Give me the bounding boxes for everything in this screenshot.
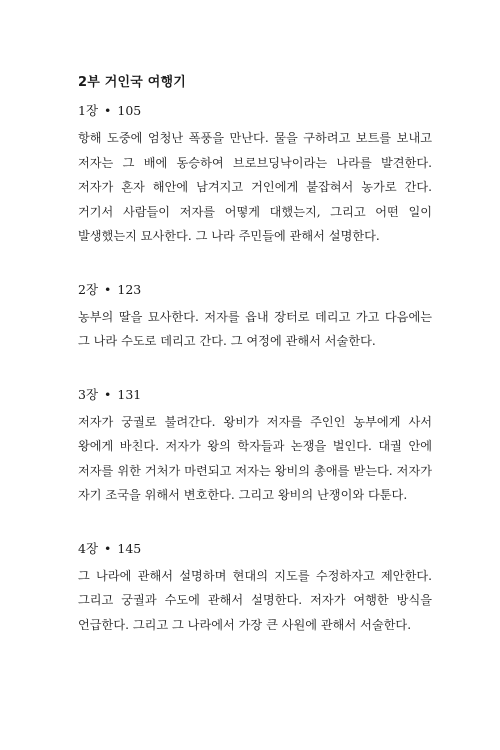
chapter-heading <box>78 102 432 119</box>
chapter-heading <box>78 386 432 403</box>
chapter-summary: 농부의 딸을 묘사한다. 저자를 읍내 장터로 데리고 가고 다음에는 그 나라 수도로 데리고 간다. 그 여정에 관해서 서술한다. <box>78 309 432 348</box>
chapter-bullet: • <box>104 103 112 118</box>
chapter-heading <box>78 281 432 298</box>
chapter-label: 2장 <box>78 281 99 297</box>
chapter-section-4 <box>78 540 432 638</box>
chapter-bullet: • <box>104 540 112 556</box>
document-page <box>78 74 432 669</box>
chapter-page-number: 123 <box>117 281 142 297</box>
chapter-bullet: • <box>104 281 112 297</box>
part-title: 2부 거인국 여행기 <box>78 75 187 90</box>
chapter-heading <box>78 540 432 557</box>
chapter-section-1 <box>78 102 432 249</box>
chapter-page-number: 105 <box>117 103 142 118</box>
chapter-bullet: • <box>104 386 112 402</box>
chapter-summary: 항해 도중에 엄청난 폭풍을 만난다. 물을 구하려고 보트를 보내고 저자는 그 배에 동승하여 브로브딩낙이라는 나라를 발견한다. 저자가 혼자 해안에 남겨지고 거인에게 붙잡혀서 농가로 간다. 거기서 사람들이 저자를 어떻게 대했는지, 그리고 어떤 일이 발생했는지 묘사한다. 그 나라 주민들에 관해서 설명한다. <box>78 131 432 243</box>
chapter-label: 1장 <box>78 103 99 118</box>
chapter-label: 4장 <box>78 540 99 556</box>
chapter-section-3 <box>78 386 432 508</box>
chapter-label: 3장 <box>78 386 99 402</box>
chapter-section-2 <box>78 281 432 354</box>
chapter-page-number: 145 <box>117 540 142 556</box>
chapter-summary: 저자가 궁궐로 불려간다. 왕비가 저자를 주인인 농부에게 사서 왕에게 바친다. 저자가 왕의 학자들과 논쟁을 벌인다. 대궐 안에 저자를 위한 거처가 마련되고 저자는 왕비의 총애를 받는다. 저자가 자기 조국을 위해서 변호한다. 그리고 왕비의 난쟁이와 다툰다. <box>78 414 432 502</box>
chapter-summary: 그 나라에 관해서 설명하며 현대의 지도를 수정하자고 제안한다. 그리고 궁궐과 수도에 관해서 설명한다. 저자가 여행한 방식을 언급한다. 그리고 그 나라에서 가장 큰 사원에 관해서 서술한다. <box>78 568 432 632</box>
chapter-page-number: 131 <box>117 386 142 402</box>
